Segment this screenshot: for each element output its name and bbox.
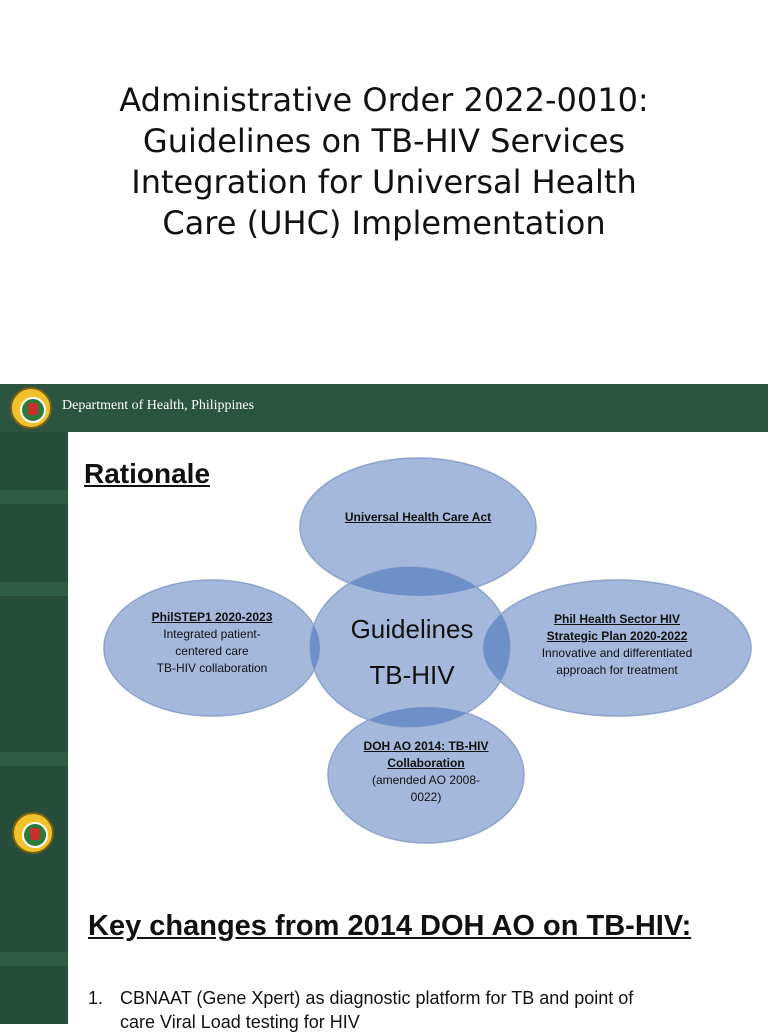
right-line-2: approach for treatment — [556, 663, 678, 677]
top-head: Universal Health Care Act — [344, 510, 492, 524]
left-label — [120, 609, 304, 677]
slide-title — [60, 80, 708, 244]
list-item-text-1: CBNAAT (Gene Xpert) as diagnostic platform for TB and point of — [120, 988, 634, 1008]
header-bar — [0, 384, 768, 432]
right-label — [512, 611, 722, 679]
bottom-head-2: Collaboration — [387, 756, 465, 770]
sidebar-stripe — [0, 752, 68, 766]
list-item-line-1 — [88, 986, 633, 1010]
title-line-4: Care (UHC) Implementation — [162, 204, 606, 242]
list-item — [88, 986, 633, 1034]
right-head-2: Strategic Plan 2020-2022 — [546, 629, 688, 643]
org-name: Department of Health, Philippines — [62, 398, 255, 413]
center-line-2: TB-HIV — [369, 660, 455, 690]
center-label — [330, 606, 494, 698]
sidebar-stripe — [0, 490, 68, 504]
bottom-head-1: DOH AO 2014: TB-HIV — [363, 739, 489, 753]
right-head-1: Phil Health Sector HIV — [553, 612, 681, 626]
left-line-1: Integrated patient- — [163, 627, 261, 641]
title-slide — [0, 0, 768, 384]
center-line-1: Guidelines — [350, 614, 474, 644]
key-changes-heading: Key changes from 2014 DOH AO on TB-HIV: — [88, 910, 692, 942]
left-line-3: TB-HIV collaboration — [156, 661, 268, 675]
bottom-line-2: 0022) — [410, 790, 442, 804]
sidebar-decoration — [0, 432, 68, 1024]
list-item-number: 1. — [88, 988, 104, 1008]
title-line-1: Administrative Order 2022-0010: — [119, 81, 649, 119]
bottom-line-1: (amended AO 2008- — [371, 773, 481, 787]
list-item-text-2: care Viral Load testing for HIV — [120, 1012, 360, 1032]
title-line-3: Integration for Universal Health — [131, 163, 637, 201]
sidebar-stripe — [0, 582, 68, 596]
rationale-heading: Rationale — [84, 458, 211, 489]
bottom-label — [340, 738, 512, 806]
doh-seal-icon — [12, 812, 54, 854]
left-head: PhilSTEP1 2020-2023 — [151, 610, 273, 624]
title-line-2: Guidelines on TB-HIV Services — [142, 122, 626, 160]
top-label — [308, 509, 528, 526]
doh-seal-icon — [10, 387, 52, 429]
sidebar-stripe — [0, 952, 68, 966]
right-line-1: Innovative and differentiated — [541, 646, 693, 660]
left-line-2: centered care — [175, 644, 249, 658]
